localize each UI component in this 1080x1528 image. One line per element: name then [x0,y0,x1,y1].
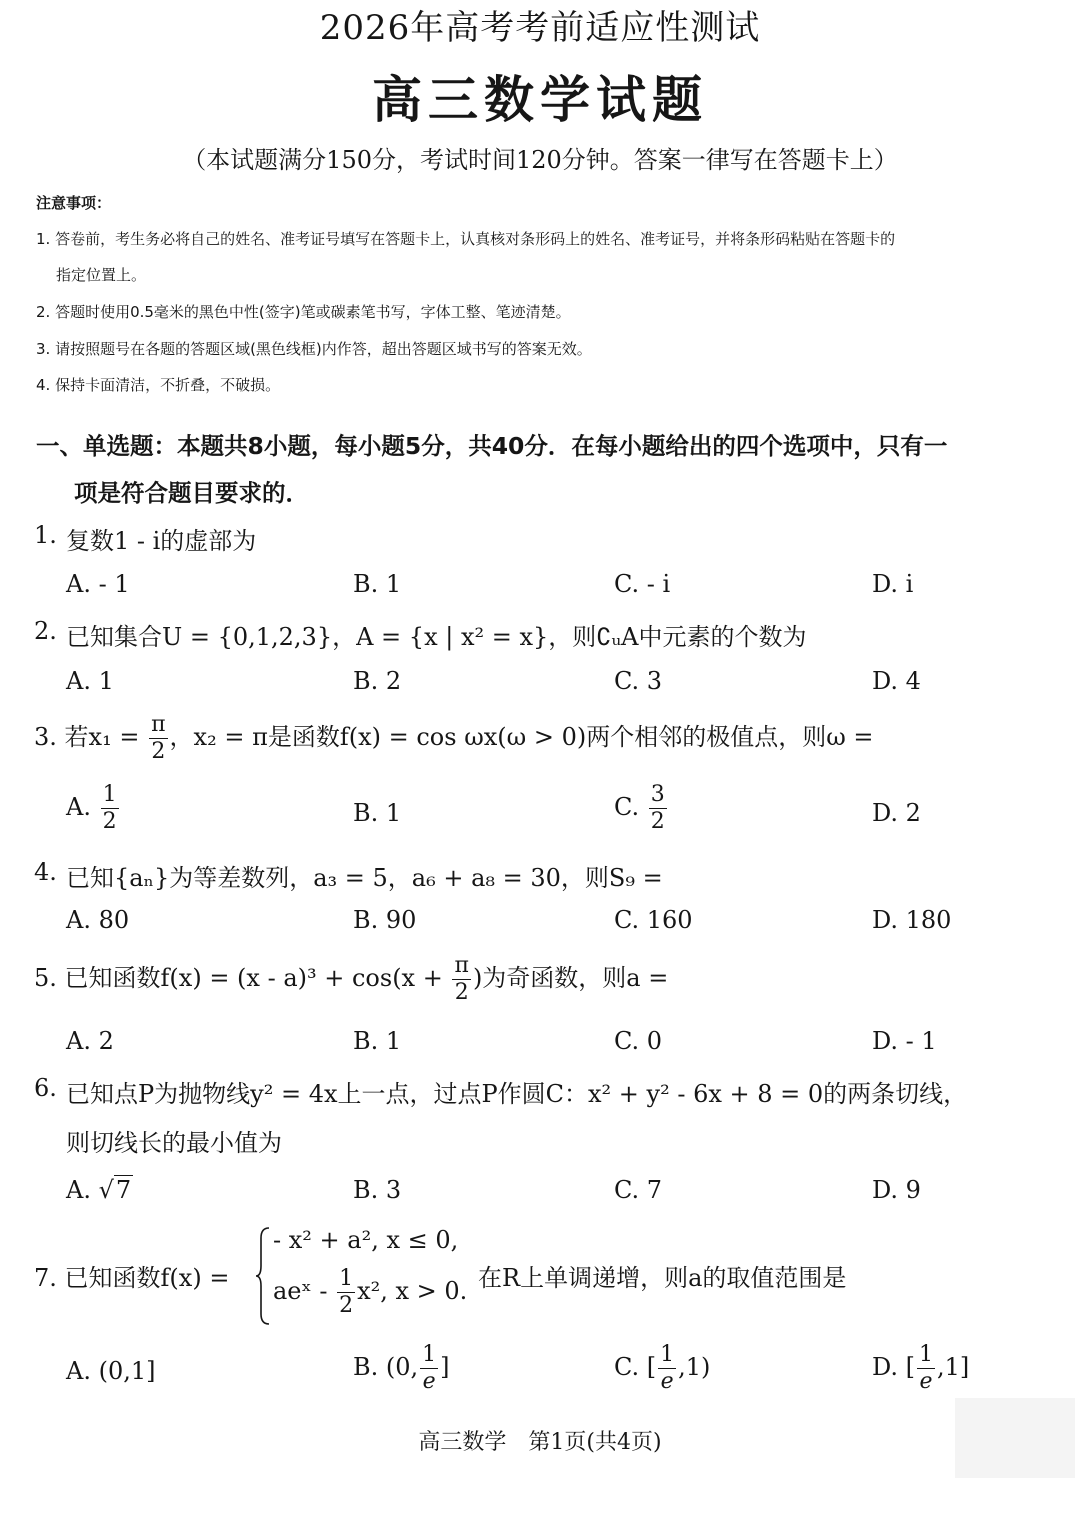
option-c [614,784,669,833]
page-footer: 高三数学 第1页(共4页) [418,1430,662,1455]
question-2 [0,617,1080,651]
option-d: D. 9 [872,1176,921,1204]
option-d [872,1344,969,1393]
option-label: C. [614,793,640,821]
question-number: 3. [34,723,57,751]
option-a [66,1176,133,1204]
section-title-cont: 项是符合题目要求的． [74,479,309,507]
fraction [649,784,667,833]
option-d: D. 4 [872,667,921,695]
question-number: 7. [34,1264,57,1292]
option-c: C. 3 [614,667,663,695]
note-item: 1. 答卷前，考生务必将自己的姓名、准考证号填写在答题卡上，认真核对条形码上的姓名、准考证号，并将条形码粘贴在答题卡的 [36,230,896,248]
fraction [658,1344,676,1393]
fraction-denominator: e [660,1369,674,1394]
option-a [66,784,121,833]
fraction-numerator: 1 [919,1342,934,1367]
note-item: 4. 保持卡面清洁，不折叠，不破损。 [36,376,281,394]
question-number: 2. [34,617,57,645]
exam-info: （本试题满分150分，考试时间120分钟。答案一律写在答题卡上） [182,146,898,174]
fraction-denominator: e [919,1369,933,1394]
fraction-numerator: π [454,953,469,978]
option-part: ,1] [937,1353,970,1381]
question-number: 4. [34,858,57,886]
option-b: B. 3 [353,1176,402,1204]
piecewise-case-1: - x² + a², x ≤ 0, [273,1226,459,1254]
note-item: 2. 答题时使用0.5毫米的黑色中性(签字)笔或碳素笔书写，字体工整、笔迹清楚。 [36,303,571,321]
fraction-denominator: 2 [102,809,117,834]
piecewise-case-2 [273,1268,467,1317]
fraction-denominator: 2 [454,980,469,1005]
question-text: 已知点P为抛物线y² = 4x上一点，过点P作圆C：x² + y² - 6x + 8 = 0的两条切线， [66,1080,968,1108]
fraction [917,1344,935,1393]
option-b: B. 2 [353,667,402,695]
option-b [353,1344,450,1393]
question-text: 已知集合U = {0,1,2,3}，A = {x | x² = x}，则∁ᵤA中元素的个数为 [66,623,807,651]
option-a: A. (0,1] [66,1357,156,1385]
option-a: A. 2 [66,1027,114,1055]
fraction [452,955,470,1004]
option-a: A. - 1 [66,570,130,598]
option-d: D. - 1 [872,1027,937,1055]
question-text-part: 已知函数f(x) = [64,1264,230,1292]
question-3 [34,714,874,763]
option-b: B. 90 [353,906,417,934]
option-part: ] [440,1353,450,1381]
paper-title: 高三数学试题 [372,70,708,129]
fraction-numerator: 1 [339,1266,354,1291]
question-6-cont: 则切线长的最小值为 [66,1129,282,1157]
brace-icon [255,1226,271,1326]
option-c [614,1344,710,1393]
question-number: 5. [34,964,57,992]
option-part: D. [ [872,1353,916,1381]
question-5 [34,955,668,1004]
section-title: 一、单选题：本题共8小题，每小题5分，共40分．在每小题给出的四个选项中，只有一 [36,432,948,460]
option-b: B. 1 [353,1027,402,1055]
fraction-numerator: 1 [102,782,117,807]
note-item: 指定位置上。 [56,266,147,284]
case-text: aeˣ - [273,1277,336,1305]
option-part: C. [ [614,1353,657,1381]
option-b: B. 1 [353,570,402,598]
option-part: B. (0, [353,1353,419,1381]
fraction-numerator: π [151,712,166,737]
question-text-part: 已知函数f(x) = (x - a)³ + cos(x + [64,964,451,992]
fraction-denominator: e [422,1369,436,1394]
question-text-part: 若x₁ = [64,723,148,751]
option-c: C. 160 [614,906,693,934]
option-d: D. 2 [872,799,921,827]
notes-heading: 注意事项： [36,194,112,212]
option-part: ,1) [678,1353,711,1381]
option-c: C. 7 [614,1176,663,1204]
question-text-part: )为奇函数，则a = [472,964,669,992]
question-7 [34,1258,229,1293]
radicand: 7 [115,1176,132,1204]
fraction-numerator: 3 [650,782,665,807]
question-7-cont: 在R上单调递增，则a的取值范围是 [478,1264,847,1292]
fraction [101,784,119,833]
option-a: A. 80 [66,906,130,934]
question-text-part: ，x₂ = π是函数f(x) = cos ωx(ω > 0)两个相邻的极值点，则ω = [169,723,874,751]
option-label: A. [66,793,91,821]
question-text: 已知{aₙ}为等差数列，a₃ = 5，a₆ + a₈ = 30，则S₉ = [66,864,663,892]
exam-header: 2026年高考考前适应性测试 [319,8,761,48]
fraction-denominator: 2 [339,1293,354,1318]
option-c: C. 0 [614,1027,663,1055]
fraction [337,1268,355,1317]
fraction-denominator: 2 [650,809,665,834]
question-4 [0,858,1080,892]
option-a: A. 1 [66,667,114,695]
case-text: x², x > 0. [357,1277,468,1305]
sqrt-icon: √7 [98,1176,132,1204]
note-item: 3. 请按照题号在各题的答题区域(黑色线框)内作答，超出答题区域书写的答案无效。 [36,340,592,358]
option-label: A. [66,1176,91,1204]
option-d: D. i [872,570,914,598]
fraction [149,714,167,763]
fraction-numerator: 1 [660,1342,675,1367]
question-1 [0,521,1080,555]
option-b: B. 1 [353,799,402,827]
fraction-numerator: 1 [422,1342,437,1367]
fraction [420,1344,438,1393]
question-6 [0,1074,1080,1108]
fraction-denominator: 2 [151,739,166,764]
question-number: 6. [34,1074,57,1102]
option-d: D. 180 [872,906,952,934]
question-number: 1. [34,521,57,549]
question-text: 复数1 - i的虚部为 [66,527,257,555]
option-c: C. - i [614,570,671,598]
